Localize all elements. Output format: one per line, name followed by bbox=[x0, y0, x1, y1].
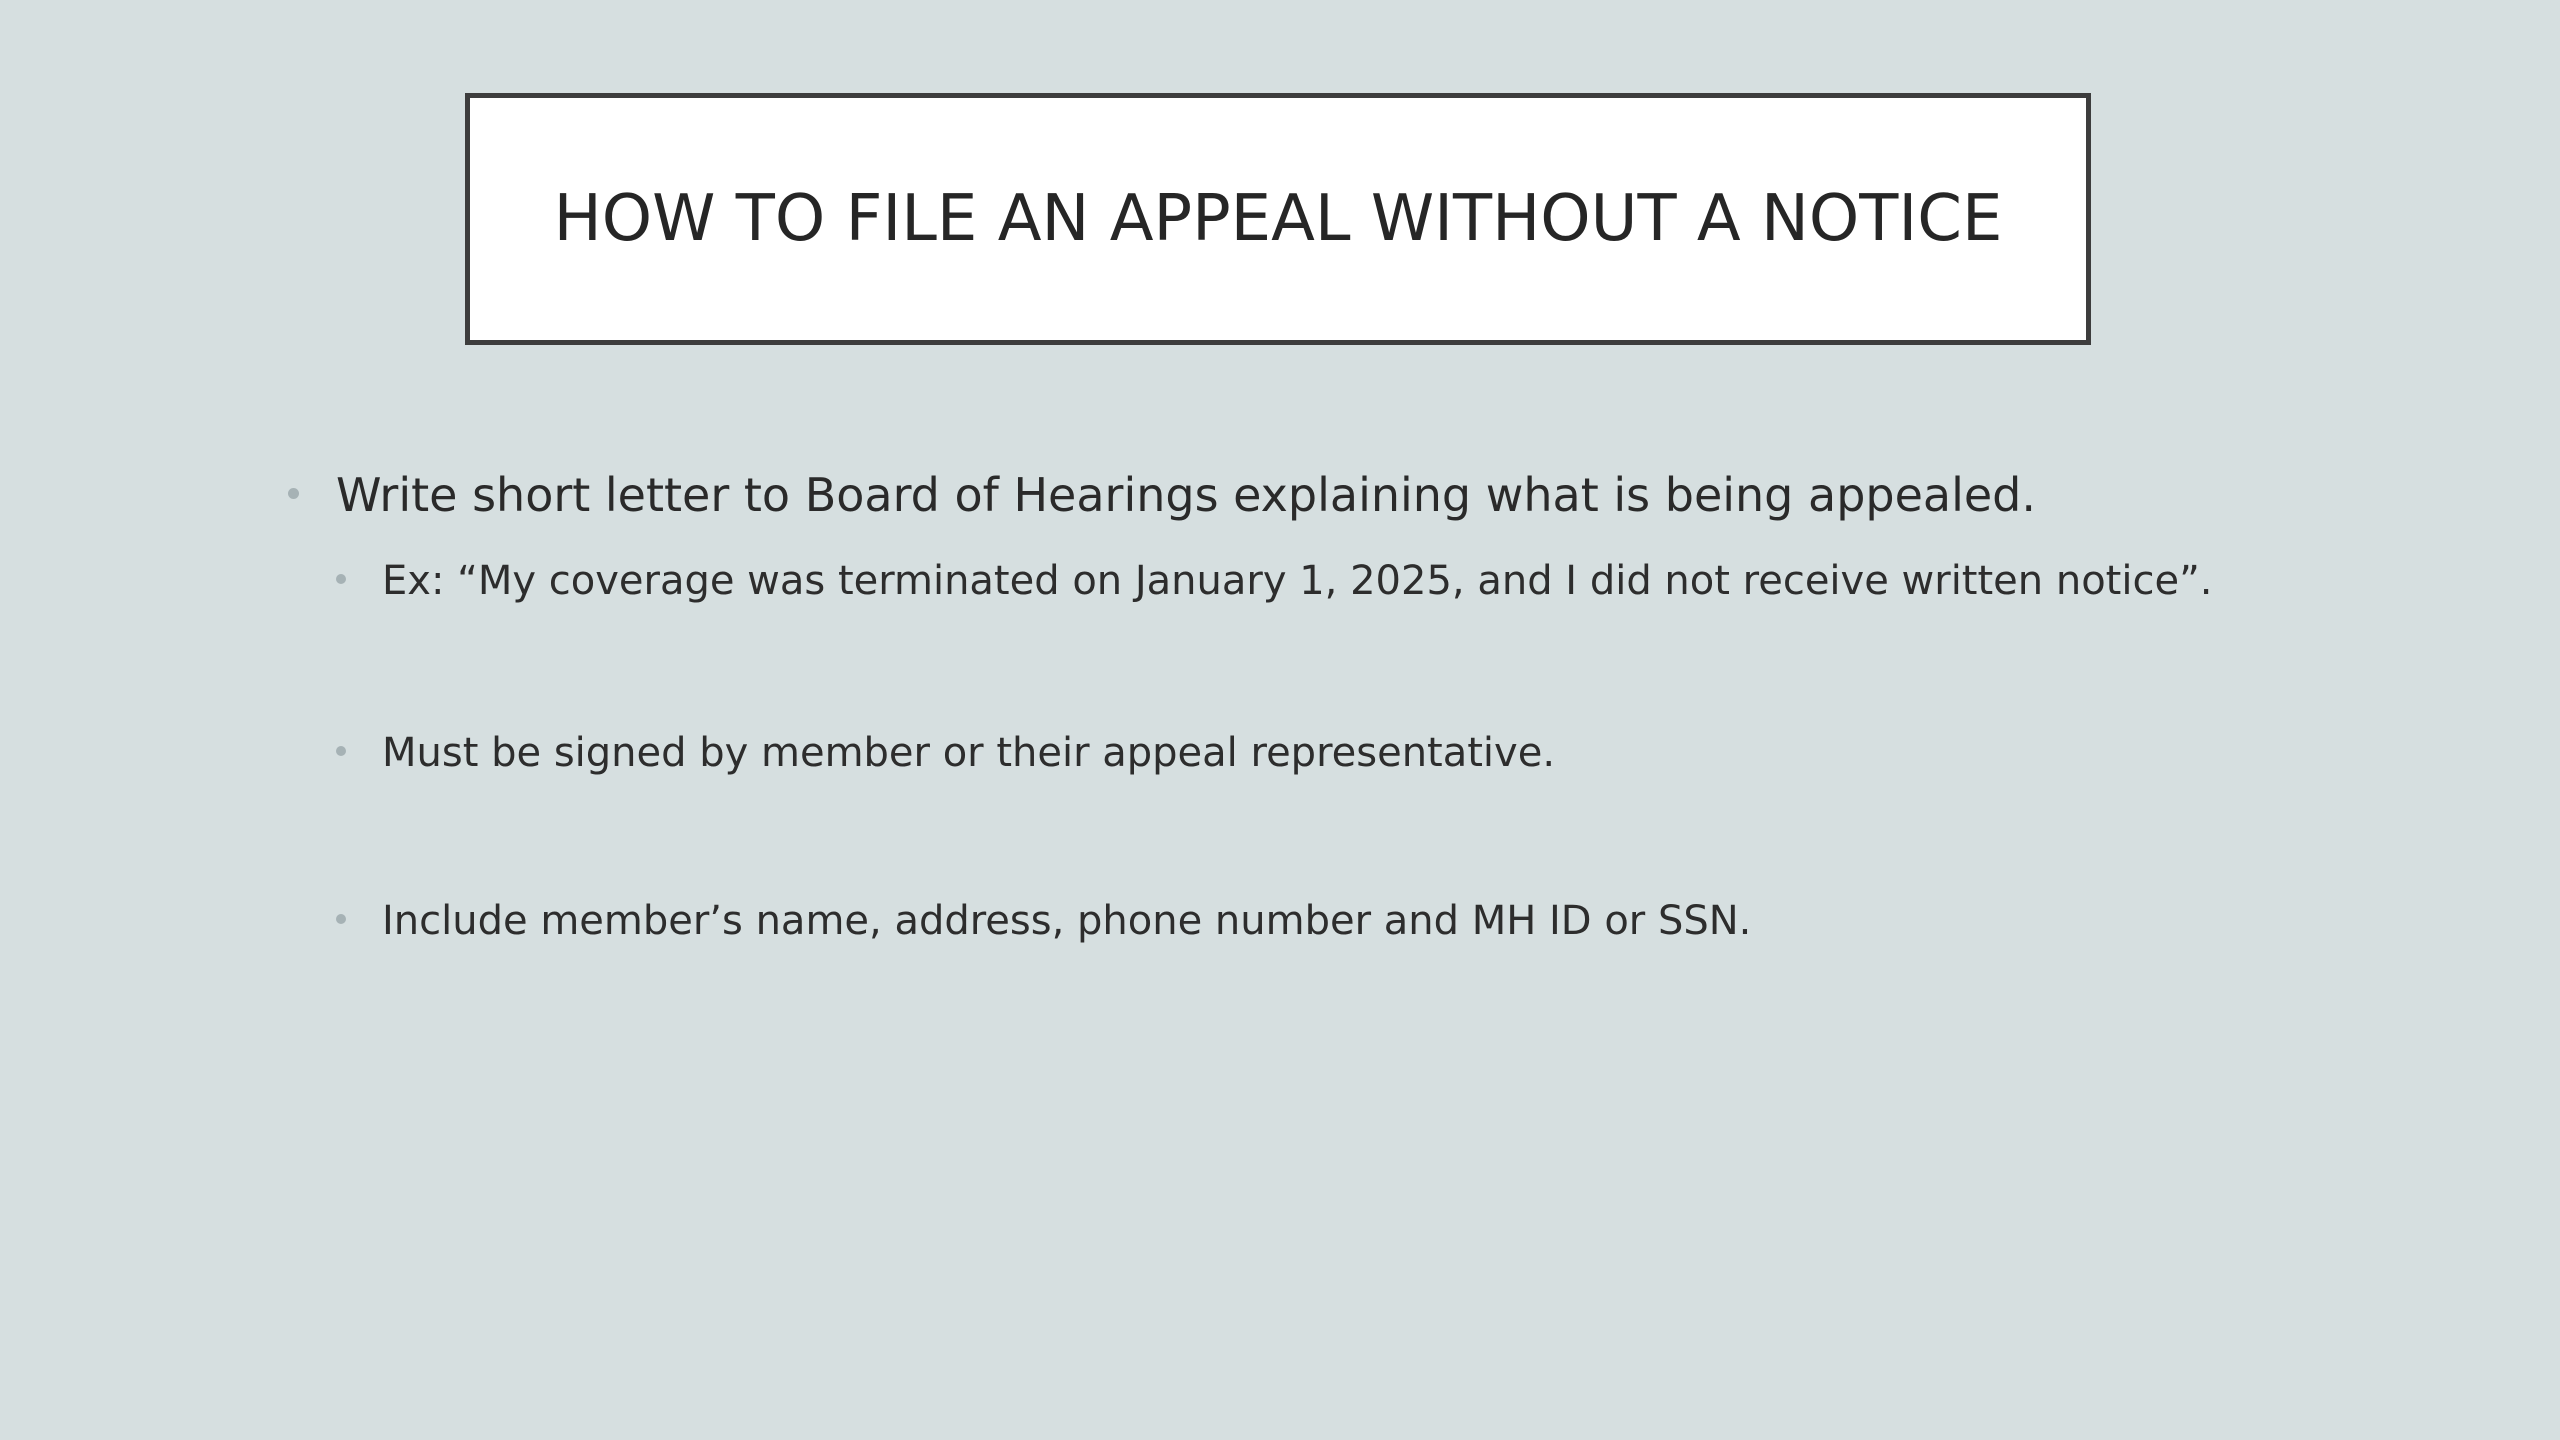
bullet-dot-icon bbox=[336, 746, 346, 756]
bullet-dot-icon bbox=[336, 914, 346, 924]
bullet-item-example bbox=[336, 558, 2213, 604]
slide-title: HOW TO FILE AN APPEAL WITHOUT A NOTICE bbox=[553, 182, 2003, 256]
bullet-item-member-info bbox=[336, 898, 1751, 944]
bullet-dot-icon bbox=[288, 488, 299, 499]
title-box bbox=[465, 93, 2091, 345]
bullet-text: Write short letter to Board of Hearings explaining what is being appealed. bbox=[336, 468, 2036, 522]
bullet-dot-icon bbox=[336, 574, 346, 584]
bullet-item-letter bbox=[288, 468, 2036, 522]
bullet-text: Must be signed by member or their appeal representative. bbox=[382, 730, 1556, 776]
bullet-item-signature bbox=[336, 730, 1555, 776]
bullet-text: Include member’s name, address, phone number and MH ID or SSN. bbox=[382, 898, 1752, 944]
bullet-text: Ex: “My coverage was terminated on January 1, 2025, and I did not receive written notice”. bbox=[382, 558, 2213, 604]
